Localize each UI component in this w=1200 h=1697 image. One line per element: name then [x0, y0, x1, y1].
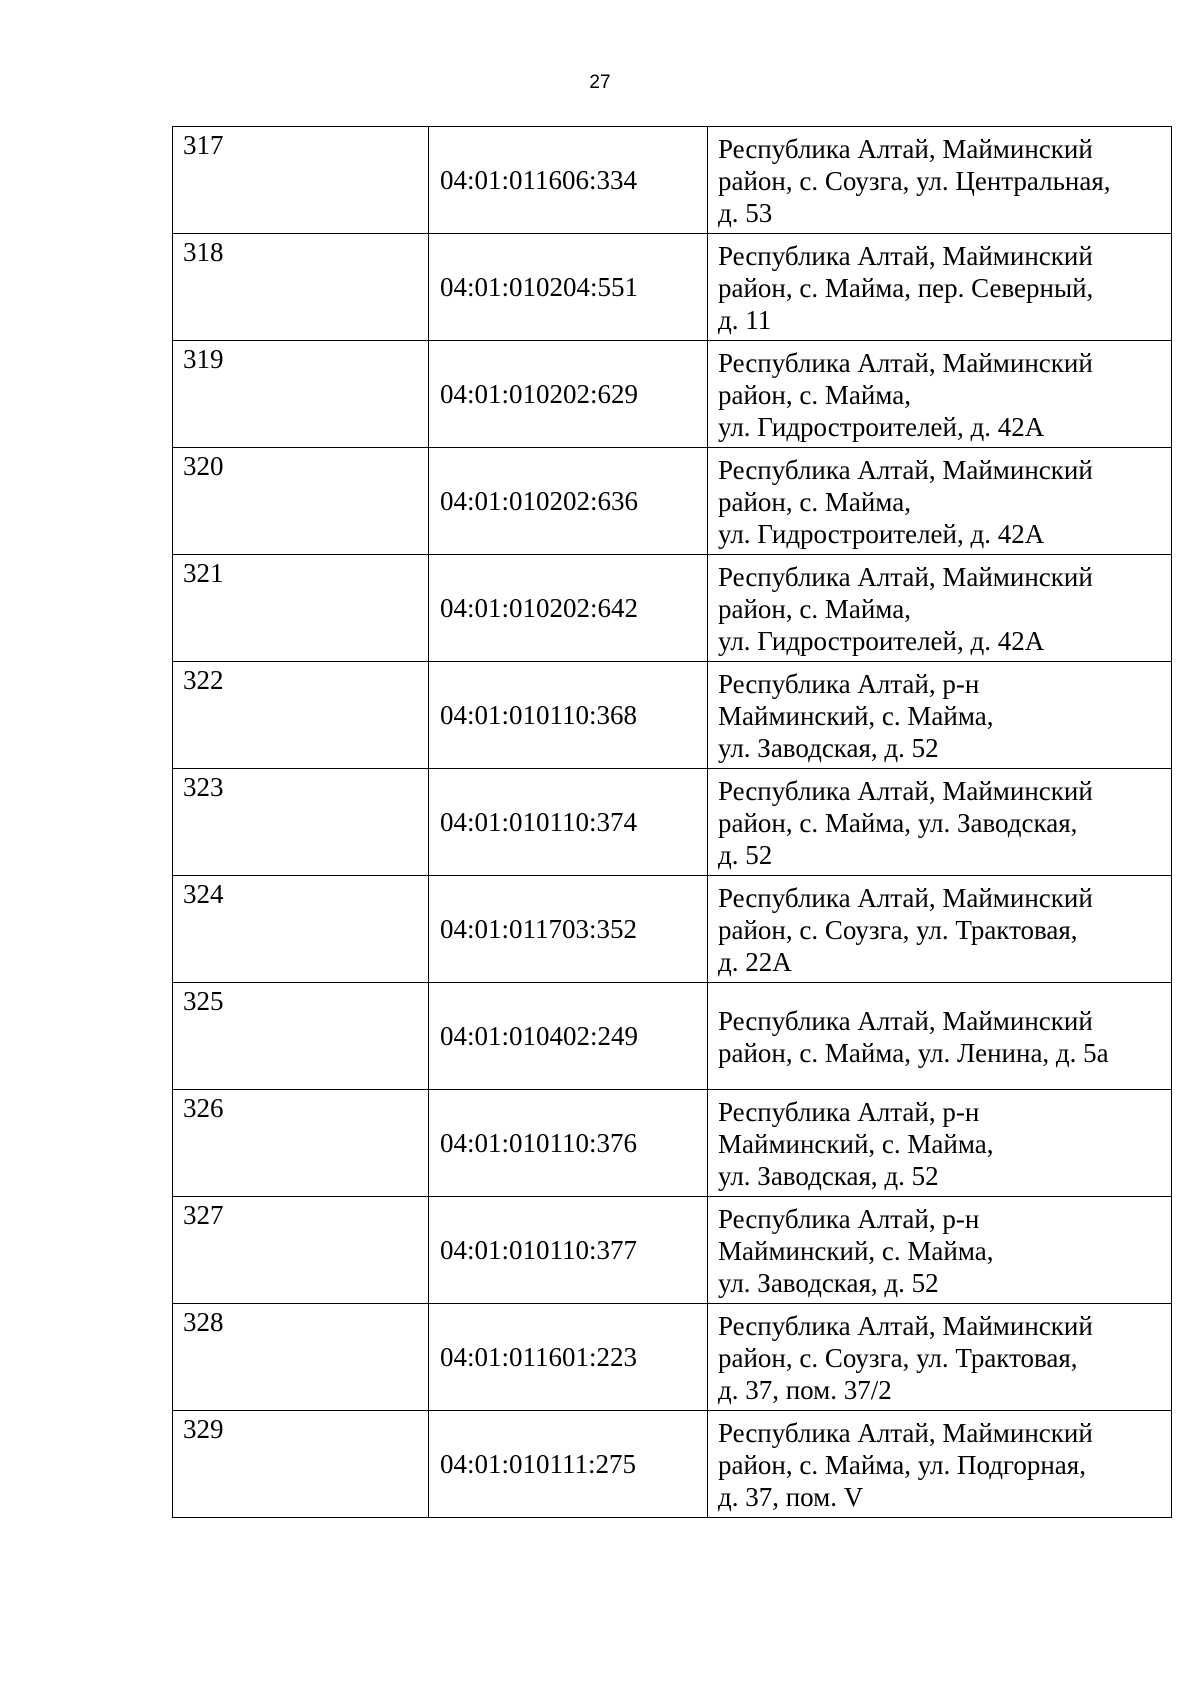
- row-number-cell: 323: [173, 769, 429, 876]
- table-row: [173, 662, 1172, 769]
- address-line: ул. Гидростроителей, д. 42А: [718, 626, 1045, 656]
- cadastral-number-cell: 04:01:011606:334: [429, 127, 708, 234]
- row-number-cell: 322: [173, 662, 429, 769]
- row-number-cell: 320: [173, 448, 429, 555]
- address-cell: [708, 1411, 1172, 1518]
- address-line: ул. Гидростроителей, д. 42А: [718, 412, 1045, 442]
- address-line: Республика Алтай, р-н: [718, 1204, 980, 1234]
- address-line: Республика Алтай, р-н: [718, 1097, 980, 1127]
- row-number-cell: 324: [173, 876, 429, 983]
- table-row: [173, 983, 1172, 1090]
- address-cell: [708, 876, 1172, 983]
- address-line: Республика Алтай, р-н: [718, 669, 980, 699]
- cadastral-number-cell: 04:01:010110:377: [429, 1197, 708, 1304]
- address-line: район, с. Майма, пер. Северный,: [718, 273, 1094, 303]
- address-line: Республика Алтай, Майминский: [718, 348, 1093, 378]
- registry-table-body: [173, 127, 1172, 1518]
- address-line: Республика Алтай, Майминский: [718, 1311, 1093, 1341]
- address-cell: [708, 769, 1172, 876]
- address-line: Майминский, с. Майма,: [718, 701, 994, 731]
- table-row: [173, 341, 1172, 448]
- address-line: Майминский, с. Майма,: [718, 1129, 994, 1159]
- table-row: [173, 1411, 1172, 1518]
- cadastral-number-cell: 04:01:011601:223: [429, 1304, 708, 1411]
- row-number-cell: 318: [173, 234, 429, 341]
- address-cell: [708, 127, 1172, 234]
- address-line: д. 52: [718, 840, 773, 870]
- cadastral-number-cell: 04:01:011703:352: [429, 876, 708, 983]
- cadastral-number-cell: 04:01:010204:551: [429, 234, 708, 341]
- address-line: Республика Алтай, Майминский: [718, 776, 1093, 806]
- address-line: район, с. Майма,: [718, 594, 911, 624]
- address-cell: [708, 983, 1172, 1090]
- address-cell: [708, 448, 1172, 555]
- address-line: район, с. Майма, ул. Подгорная,: [718, 1450, 1086, 1480]
- row-number-cell: 328: [173, 1304, 429, 1411]
- address-line: Майминский, с. Майма,: [718, 1236, 994, 1266]
- address-line: район, с. Майма,: [718, 380, 911, 410]
- address-line: д. 53: [718, 198, 773, 228]
- cadastral-number-cell: 04:01:010402:249: [429, 983, 708, 1090]
- address-line: район, с. Майма, ул. Ленина, д. 5а: [718, 1038, 1109, 1068]
- address-line: ул. Гидростроителей, д. 42А: [718, 519, 1045, 549]
- table-row: [173, 1090, 1172, 1197]
- table-row: [173, 555, 1172, 662]
- table-row: [173, 769, 1172, 876]
- row-number-cell: 329: [173, 1411, 429, 1518]
- address-line: Республика Алтай, Майминский: [718, 241, 1093, 271]
- table-row: [173, 234, 1172, 341]
- row-number-cell: 327: [173, 1197, 429, 1304]
- address-cell: [708, 341, 1172, 448]
- address-cell: [708, 1197, 1172, 1304]
- address-line: Республика Алтай, Майминский: [718, 1006, 1093, 1036]
- address-line: район, с. Майма, ул. Заводская,: [718, 808, 1078, 838]
- address-line: Республика Алтай, Майминский: [718, 455, 1093, 485]
- cadastral-number-cell: 04:01:010110:376: [429, 1090, 708, 1197]
- address-cell: [708, 234, 1172, 341]
- address-line: д. 37, пом. 37/2: [718, 1375, 892, 1405]
- row-number-cell: 317: [173, 127, 429, 234]
- cadastral-number-cell: 04:01:010202:629: [429, 341, 708, 448]
- address-line: Республика Алтай, Майминский: [718, 134, 1093, 164]
- row-number-cell: 321: [173, 555, 429, 662]
- address-line: Республика Алтай, Майминский: [718, 562, 1093, 592]
- address-line: д. 11: [718, 305, 772, 335]
- row-number-cell: 326: [173, 1090, 429, 1197]
- table-row: [173, 448, 1172, 555]
- table-row: [173, 1197, 1172, 1304]
- table-row: [173, 876, 1172, 983]
- address-cell: [708, 662, 1172, 769]
- address-line: Республика Алтай, Майминский: [718, 1418, 1093, 1448]
- cadastral-number-cell: 04:01:010110:374: [429, 769, 708, 876]
- row-number-cell: 325: [173, 983, 429, 1090]
- registry-table: [172, 126, 1172, 1518]
- cadastral-number-cell: 04:01:010110:368: [429, 662, 708, 769]
- address-line: д. 22А: [718, 947, 792, 977]
- table-row: [173, 1304, 1172, 1411]
- address-line: район, с. Соузга, ул. Трактовая,: [718, 915, 1078, 945]
- address-cell: [708, 555, 1172, 662]
- cadastral-number-cell: 04:01:010202:642: [429, 555, 708, 662]
- cadastral-number-cell: 04:01:010202:636: [429, 448, 708, 555]
- address-line: д. 37, пом. V: [718, 1482, 864, 1512]
- address-line: ул. Заводская, д. 52: [718, 1268, 939, 1298]
- address-line: ул. Заводская, д. 52: [718, 1161, 939, 1191]
- address-line: район, с. Майма,: [718, 487, 911, 517]
- page-number: 27: [589, 72, 611, 93]
- address-line: Республика Алтай, Майминский: [718, 883, 1093, 913]
- address-line: район, с. Соузга, ул. Центральная,: [718, 166, 1111, 196]
- address-cell: [708, 1304, 1172, 1411]
- address-line: район, с. Соузга, ул. Трактовая,: [718, 1343, 1078, 1373]
- row-number-cell: 319: [173, 341, 429, 448]
- address-line: ул. Заводская, д. 52: [718, 733, 939, 763]
- address-cell: [708, 1090, 1172, 1197]
- table-row: [173, 127, 1172, 234]
- cadastral-number-cell: 04:01:010111:275: [429, 1411, 708, 1518]
